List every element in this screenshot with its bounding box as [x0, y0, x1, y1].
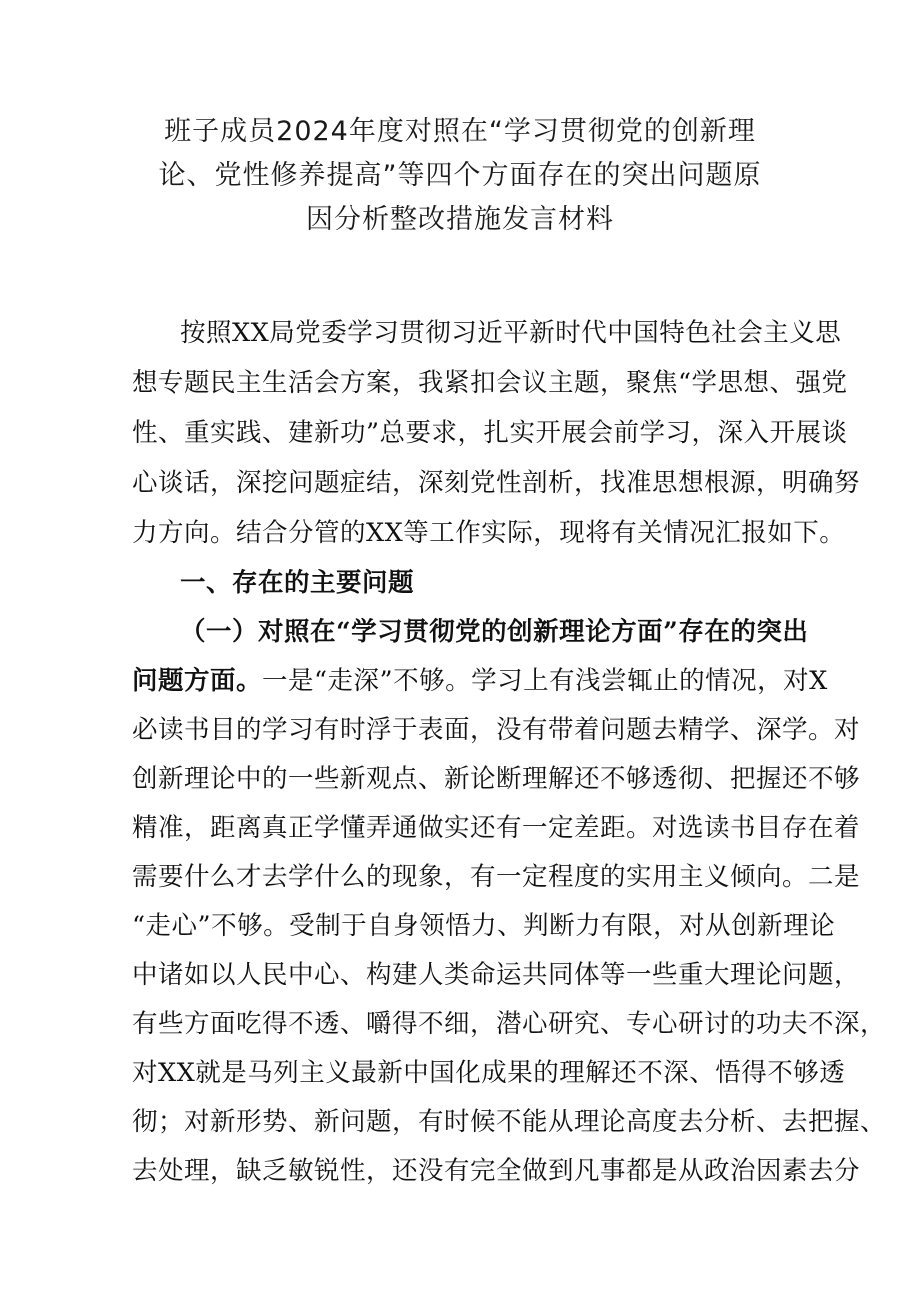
- intro-line: 心谈话，深挖问题症结，深刻党性剖析，找准思想根源，明确努: [132, 468, 861, 498]
- body-line: 有些方面吃得不透、嚼得不细，潜心研究、专心研讨的功夫不深，: [132, 1009, 887, 1039]
- intro-line: 力方向。结合分管的XX等工作实际，现将有关情况汇报如下。: [132, 518, 846, 548]
- document-title-line-3: 因分析整改措施发言材料: [306, 204, 614, 235]
- intro-line: 按照XX局党委学习贯彻习近平新时代中国特色社会主义思: [180, 318, 842, 348]
- body-line: 中诸如以人民中心、构建人类命运共同体等一些重大理论问题，: [132, 960, 861, 990]
- body-line: 去处理，缺乏敏锐性，还没有完全做到凡事都是从政治因素去分: [132, 1156, 861, 1186]
- intro-line: 想专题民主生活会方案，我紧扣会议主题，聚焦“学思想、强党: [132, 368, 848, 398]
- body-line: 必读书目的学习有时浮于表面，没有带着问题去精学、深学。对: [132, 715, 861, 745]
- document-title-line-2: 论、党性修养提高”等四个方面存在的突出问题原: [158, 160, 762, 191]
- body-line: 精准，距离真正学懂弄通做实还有一定差距。对选读书目存在着: [132, 813, 861, 843]
- subsection-text: 一是“走深”不够。学习上有浅尝辄止的情况，对X: [262, 666, 828, 696]
- body-line: 对XX就是马列主义最新中国化成果的理解还不深、悟得不够透: [132, 1058, 846, 1088]
- body-line: 彻；对新形势、新问题，有时候不能从理论高度去分析、去把握、: [132, 1107, 887, 1137]
- subsection-heading-tail: 问题方面。: [132, 666, 263, 696]
- subsection-line: [132, 661, 828, 701]
- body-line: “走心”不够。受制于自身领悟力、判断力有限，对从创新理论: [132, 911, 836, 941]
- section-heading: 一、存在的主要问题: [180, 568, 415, 598]
- intro-line: 性、重实践、建新功”总要求，扎实开展会前学习，深入开展谈: [132, 418, 848, 448]
- body-line: 需要什么才去学什么的现象，有一定程度的实用主义倾向。二是: [132, 862, 861, 892]
- document-title-line-1: 班子成员2024年度对照在“学习贯彻党的创新理: [164, 116, 756, 147]
- body-line: 创新理论中的一些新观点、新论断理解还不够透彻、把握还不够: [132, 764, 861, 794]
- subsection-heading: （一）对照在“学习贯彻党的创新理论方面”存在的突出: [180, 617, 809, 647]
